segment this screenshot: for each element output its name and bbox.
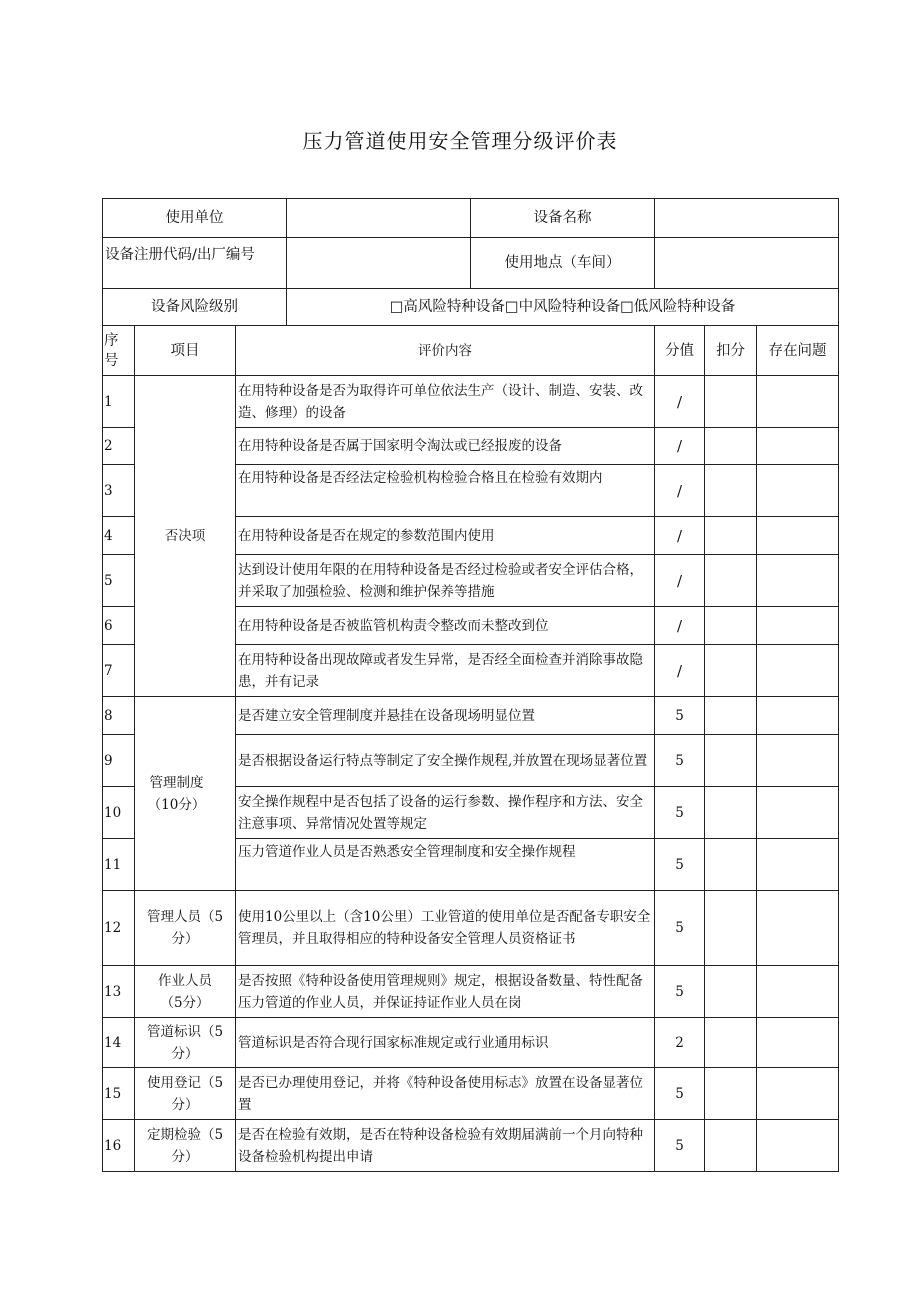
category-veto: 否决项 bbox=[135, 376, 236, 697]
row-score: / bbox=[655, 607, 705, 645]
category-registration: 使用登记（5分） bbox=[135, 1068, 236, 1120]
row-content: 是否按照《特种设备使用管理规则》规定，根据设备数量、特性配备压力管道的作业人员，并保证持证作业人员在岗 bbox=[236, 966, 655, 1018]
row-issues-field[interactable] bbox=[757, 966, 839, 1018]
row-deduct-field[interactable] bbox=[705, 376, 757, 428]
category-pipe-marking: 管道标识（5分） bbox=[135, 1018, 236, 1068]
row-number: 9 bbox=[103, 735, 135, 787]
row-number: 7 bbox=[103, 645, 135, 697]
row-deduct-field[interactable] bbox=[705, 1018, 757, 1068]
row-number: 15 bbox=[103, 1068, 135, 1120]
info-row bbox=[103, 199, 839, 238]
risk-row bbox=[103, 289, 839, 326]
row-issues-field[interactable] bbox=[757, 607, 839, 645]
row-score: 2 bbox=[655, 1018, 705, 1068]
row-number: 4 bbox=[103, 517, 135, 555]
row-content: 是否在检验有效期，是否在特种设备检验有效期届满前一个月向特种设备检验机构提出申请 bbox=[236, 1120, 655, 1172]
row-issues-field[interactable] bbox=[757, 465, 839, 517]
row-score: 5 bbox=[655, 787, 705, 839]
row-number: 8 bbox=[103, 697, 135, 735]
row-deduct-field[interactable] bbox=[705, 555, 757, 607]
table-row bbox=[103, 1068, 839, 1120]
device-name-label: 设备名称 bbox=[471, 199, 655, 238]
row-deduct-field[interactable] bbox=[705, 428, 757, 465]
table-row bbox=[103, 697, 839, 735]
row-deduct-field[interactable] bbox=[705, 465, 757, 517]
row-content: 达到设计使用年限的在用特种设备是否经过检验或者安全评估合格，并采取了加强检验、检测和维护保养等措施 bbox=[236, 555, 655, 607]
row-issues-field[interactable] bbox=[757, 555, 839, 607]
use-unit-label: 使用单位 bbox=[103, 199, 287, 238]
row-number: 12 bbox=[103, 891, 135, 966]
table-row bbox=[103, 1120, 839, 1172]
row-content: 在用特种设备是否属于国家明令淘汰或已经报废的设备 bbox=[236, 428, 655, 465]
row-issues-field[interactable] bbox=[757, 517, 839, 555]
row-deduct-field[interactable] bbox=[705, 517, 757, 555]
reg-code-field[interactable] bbox=[287, 238, 471, 289]
row-score: / bbox=[655, 555, 705, 607]
row-content: 在用特种设备是否在规定的参数范围内使用 bbox=[236, 517, 655, 555]
row-score: / bbox=[655, 428, 705, 465]
row-deduct-field[interactable] bbox=[705, 1120, 757, 1172]
row-content: 管道标识是否符合现行国家标准规定或行业通用标识 bbox=[236, 1018, 655, 1068]
category-mgmt-system: 管理制度（10分） bbox=[135, 697, 236, 891]
row-score: 5 bbox=[655, 966, 705, 1018]
col-issues: 存在问题 bbox=[757, 326, 839, 376]
use-location-field[interactable] bbox=[655, 238, 839, 289]
category-inspection: 定期检验（5分） bbox=[135, 1120, 236, 1172]
table-row bbox=[103, 966, 839, 1018]
row-issues-field[interactable] bbox=[757, 735, 839, 787]
row-issues-field[interactable] bbox=[757, 428, 839, 465]
row-number: 11 bbox=[103, 839, 135, 891]
reg-code-label: 设备注册代码/出厂编号 bbox=[103, 238, 287, 289]
risk-level-options[interactable]: □高风险特种设备□中风险特种设备□低风险特种设备 bbox=[287, 289, 839, 326]
row-issues-field[interactable] bbox=[757, 839, 839, 891]
row-content: 压力管道作业人员是否熟悉安全管理制度和安全操作规程 bbox=[236, 839, 655, 891]
row-deduct-field[interactable] bbox=[705, 697, 757, 735]
col-deduct: 扣分 bbox=[705, 326, 757, 376]
row-content: 在用特种设备是否被监管机构责令整改而未整改到位 bbox=[236, 607, 655, 645]
row-content: 在用特种设备出现故障或者发生异常，是否经全面检查并消除事故隐患，并有记录 bbox=[236, 645, 655, 697]
row-number: 6 bbox=[103, 607, 135, 645]
use-unit-field[interactable] bbox=[287, 199, 471, 238]
row-issues-field[interactable] bbox=[757, 645, 839, 697]
row-number: 1 bbox=[103, 376, 135, 428]
row-content: 使用10公里以上（含10公里）工业管道的使用单位是否配备专职安全管理员，并且取得相应的特种设备安全管理人员资格证书 bbox=[236, 891, 655, 966]
row-issues-field[interactable] bbox=[757, 376, 839, 428]
row-deduct-field[interactable] bbox=[705, 1068, 757, 1120]
page-title: 压力管道使用安全管理分级评价表 bbox=[302, 129, 618, 153]
col-score: 分值 bbox=[655, 326, 705, 376]
row-issues-field[interactable] bbox=[757, 1120, 839, 1172]
row-score: 5 bbox=[655, 697, 705, 735]
row-score: 5 bbox=[655, 891, 705, 966]
row-number: 14 bbox=[103, 1018, 135, 1068]
row-content: 是否根据设备运行特点等制定了安全操作规程,并放置在现场显著位置 bbox=[236, 735, 655, 787]
row-content: 在用特种设备是否为取得许可单位依法生产（设计、制造、安装、改造、修理）的设备 bbox=[236, 376, 655, 428]
category-operators: 作业人员（5分） bbox=[135, 966, 236, 1018]
col-seq: 序号 bbox=[103, 326, 135, 376]
row-deduct-field[interactable] bbox=[705, 735, 757, 787]
row-deduct-field[interactable] bbox=[705, 891, 757, 966]
row-issues-field[interactable] bbox=[757, 1068, 839, 1120]
row-deduct-field[interactable] bbox=[705, 839, 757, 891]
row-issues-field[interactable] bbox=[757, 787, 839, 839]
row-number: 10 bbox=[103, 787, 135, 839]
row-issues-field[interactable] bbox=[757, 891, 839, 966]
row-score: / bbox=[655, 517, 705, 555]
device-name-field[interactable] bbox=[655, 199, 839, 238]
category-mgmt-staff: 管理人员（5分） bbox=[135, 891, 236, 966]
column-header-row bbox=[103, 326, 839, 376]
row-content: 安全操作规程中是否包括了设备的运行参数、操作程序和方法、安全注意事项、异常情况处置等规定 bbox=[236, 787, 655, 839]
row-number: 2 bbox=[103, 428, 135, 465]
row-deduct-field[interactable] bbox=[705, 787, 757, 839]
row-score: / bbox=[655, 465, 705, 517]
row-score: 5 bbox=[655, 1068, 705, 1120]
row-score: / bbox=[655, 645, 705, 697]
col-item: 项目 bbox=[135, 326, 236, 376]
row-number: 13 bbox=[103, 966, 135, 1018]
row-number: 3 bbox=[103, 465, 135, 517]
table-row bbox=[103, 891, 839, 966]
row-content: 是否建立安全管理制度并悬挂在设备现场明显位置 bbox=[236, 697, 655, 735]
row-deduct-field[interactable] bbox=[705, 645, 757, 697]
info-row bbox=[103, 238, 839, 289]
row-content: 在用特种设备是否经法定检验机构检验合格且在检验有效期内 bbox=[236, 465, 655, 517]
row-content: 是否已办理使用登记，并将《特种设备使用标志》放置在设备显著位置 bbox=[236, 1068, 655, 1120]
table-row bbox=[103, 1018, 839, 1068]
row-issues-field[interactable] bbox=[757, 697, 839, 735]
risk-level-label: 设备风险级别 bbox=[103, 289, 287, 326]
table-row bbox=[103, 376, 839, 428]
evaluation-table bbox=[102, 198, 839, 1172]
row-score: / bbox=[655, 376, 705, 428]
row-deduct-field[interactable] bbox=[705, 607, 757, 645]
row-deduct-field[interactable] bbox=[705, 966, 757, 1018]
row-score: 5 bbox=[655, 1120, 705, 1172]
row-number: 16 bbox=[103, 1120, 135, 1172]
row-number: 5 bbox=[103, 555, 135, 607]
row-issues-field[interactable] bbox=[757, 1018, 839, 1068]
use-location-label: 使用地点（车间） bbox=[471, 238, 655, 289]
row-score: 5 bbox=[655, 735, 705, 787]
row-score: 5 bbox=[655, 839, 705, 891]
col-content: 评价内容 bbox=[236, 326, 655, 376]
